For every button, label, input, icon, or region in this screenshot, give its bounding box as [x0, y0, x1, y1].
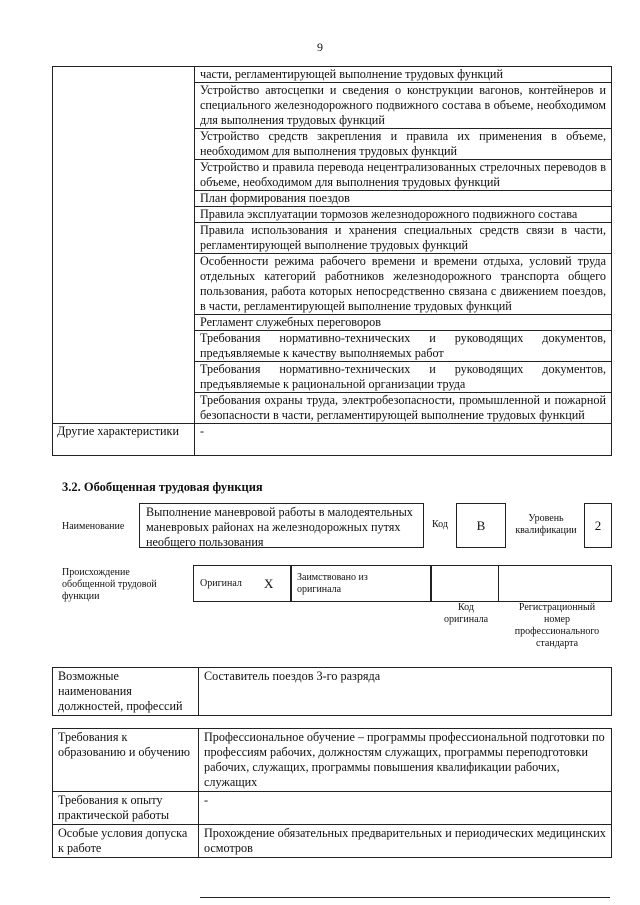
original-mark: X: [264, 576, 274, 591]
admission-value: Прохождение обязательных предварительных и периодических медицинских осмотров: [199, 825, 612, 858]
empty-label-cell: [53, 67, 195, 424]
names-table: [52, 667, 612, 716]
code-box: [456, 503, 506, 548]
code-label: Код: [432, 519, 448, 530]
knowledge-row: Правила эксплуатации тормозов железнодорожного подвижного состава: [195, 207, 612, 223]
requirements-table: [52, 728, 612, 858]
level-box: [584, 503, 612, 548]
name-label: Наименование: [62, 521, 125, 532]
name-value: Выполнение маневровой работы в малодеятельных маневровых районах на железнодорожных путях необщего пользования: [146, 505, 413, 549]
level-label: Уровень квалификации: [515, 513, 577, 536]
names-value: Составитель поездов 3-го разряда: [199, 668, 612, 716]
name-value-box: [139, 503, 424, 548]
knowledge-row: Требования нормативно-технических и руководящих документов, предъявляемые к рациональной организации труда: [195, 362, 612, 393]
origin-label: Происхождение обобщенной трудовой функции: [62, 567, 157, 602]
knowledge-row: Правила использования и хранения специальных средств связи в части, регламентирующей выполнение трудовых функций: [195, 223, 612, 254]
knowledge-row: Требования нормативно-технических и руководящих документов, предъявляемые к качеству выполняемых работ: [195, 331, 612, 362]
knowledge-table: [52, 66, 612, 456]
page-number: 9: [317, 40, 323, 54]
admission-label: Особые условия допуска к работе: [53, 825, 199, 858]
education-label: Требования к образованию и обучению: [53, 729, 199, 792]
experience-label: Требования к опыту практической работы: [53, 792, 199, 825]
level-value: 2: [594, 518, 602, 533]
section-title: 3.2. Обобщенная трудовая функция: [62, 480, 263, 494]
knowledge-row: План формирования поездов: [195, 191, 612, 207]
code-value: В: [476, 518, 486, 533]
code-original-caption: Код оригинала: [443, 602, 489, 625]
knowledge-row: Регламент служебных переговоров: [195, 315, 612, 331]
experience-value: -: [199, 792, 612, 825]
original-label: Оригинал: [200, 578, 242, 589]
knowledge-row: Требования охраны труда, электробезопасности, промышленной и пожарной безопасности в части, регламентирующей выполнение трудовых функций: [195, 393, 612, 424]
other-characteristics-value: -: [195, 424, 612, 456]
knowledge-row: Особенности режима рабочего времени и времени отдыха, условий труда отдельных категорий работников железнодорожного транспорта общего пользования, работа которых непосредственно связана с движением поездов, в части, регламентирующей выполнение трудовых функций: [195, 254, 612, 315]
other-characteristics-label: Другие характеристики: [53, 424, 195, 456]
knowledge-row: Устройство и правила перевода нецентрализованных стрелочных переводов в объеме, необходимом для выполнения трудовых функций: [195, 160, 612, 191]
names-label: Возможные наименования должностей, профессий: [53, 668, 199, 716]
knowledge-row: Устройство средств закрепления и правила их применения в объеме, необходимом для выполнения трудовых функций: [195, 129, 612, 160]
bottom-rule: [200, 897, 610, 898]
knowledge-row: части, регламентирующей выполнение трудовых функций: [195, 67, 612, 83]
knowledge-row: Устройство автосцепки и сведения о конструкции вагонов, контейнеров и специального железнодорожного подвижного состава в объеме, необходимом для выполнения трудовых функций: [195, 83, 612, 129]
borrowed-label: Заимствовано из оригинала: [297, 572, 368, 595]
education-value: Профессиональное обучение – программы профессиональной подготовки по профессиям рабочих, должностям служащих, программы переподготовки рабочих, служащих, программы повышения квалификации рабочих, служащих: [199, 729, 612, 792]
reg-number-caption: Регистрационный номер профессионального стандарта: [514, 602, 600, 649]
code-original-cell: [431, 565, 499, 602]
